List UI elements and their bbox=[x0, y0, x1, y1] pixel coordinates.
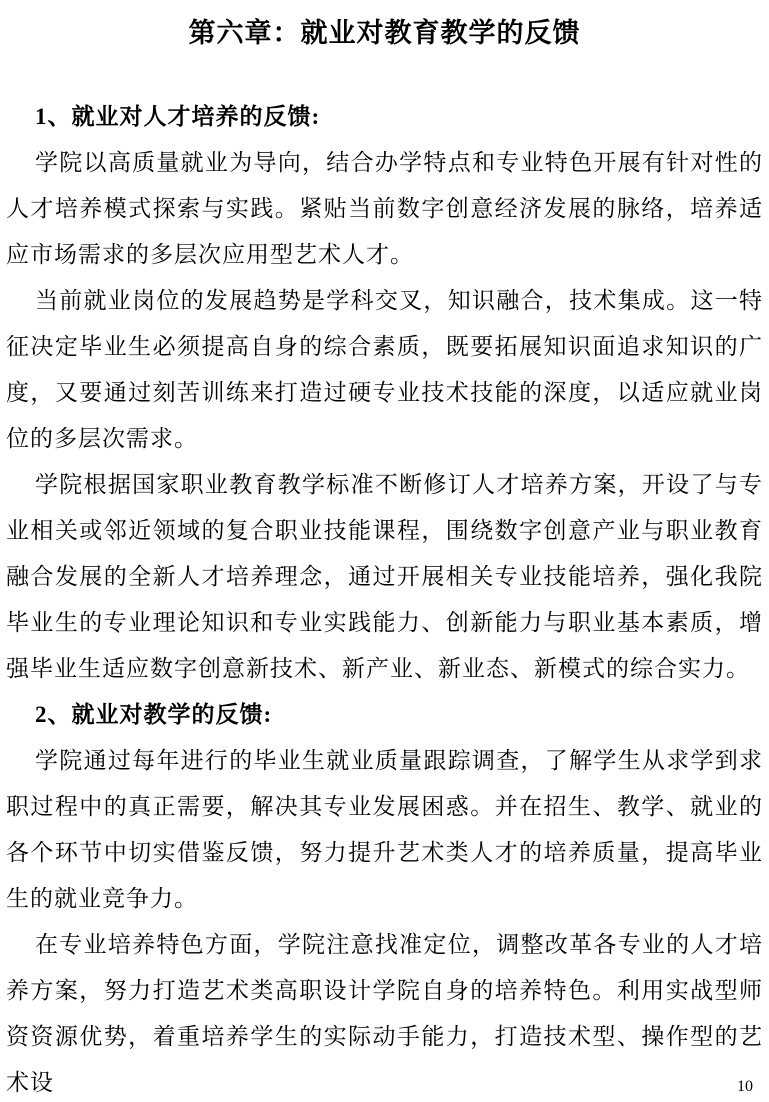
section-1-heading: 1、就业对人才培养的反馈: bbox=[35, 104, 321, 129]
section-2 bbox=[6, 692, 763, 1102]
chapter-title: 第六章：就业对教育教学的反馈 bbox=[188, 18, 581, 48]
section-2-heading: 2、就业对教学的反馈: bbox=[35, 702, 273, 727]
body-paragraph: 当前就业岗位的发展趋势是学科交叉，知识融合，技术集成。这一特征决定毕业生必须提高自身的综合素质，既要拓展知识面追求知识的广度，又要通过刻苦训练来打造过硬专业技术技能的深度，以适应就业岗位的多层次需求。 bbox=[6, 288, 763, 451]
section-1 bbox=[6, 94, 763, 692]
body-paragraph: 学院以高质量就业为导向，结合办学特点和专业特色开展有针对性的人才培养模式探索与实践。紧贴当前数字创意经济发展的脉络，培养适应市场需求的多层次应用型艺术人才。 bbox=[6, 150, 763, 267]
body-paragraph: 学院根据国家职业教育教学标准不断修订人才培养方案，开设了与专业相关或邻近领域的复合职业技能课程，围绕数字创意产业与职业教育融合发展的全新人才培养理念，通过开展相关专业技能培养，强化我院毕业生的专业理论知识和专业实践能力、创新能力与职业基本素质，增强毕业生适应数字创意新技术、新产业、新业态、新模式的综合实力。 bbox=[6, 472, 763, 681]
page-number: 10 bbox=[737, 1078, 753, 1095]
document-body bbox=[6, 94, 763, 1102]
body-paragraph: 学院通过每年进行的毕业生就业质量跟踪调查，了解学生从求学到求职过程中的真正需要，解决其专业发展困惑。并在招生、教学、就业的各个环节中切实借鉴反馈，努力提升艺术类人才的培养质量，提高毕业生的就业竞争力。 bbox=[6, 748, 763, 911]
body-paragraph: 在专业培养特色方面，学院注意找准定位，调整改革各专业的人才培养方案，努力打造艺术类高职设计学院自身的培养特色。利用实战型师资资源优势，着重培养学生的实际动手能力，打造技术型、操作型的艺术设 bbox=[6, 932, 763, 1095]
